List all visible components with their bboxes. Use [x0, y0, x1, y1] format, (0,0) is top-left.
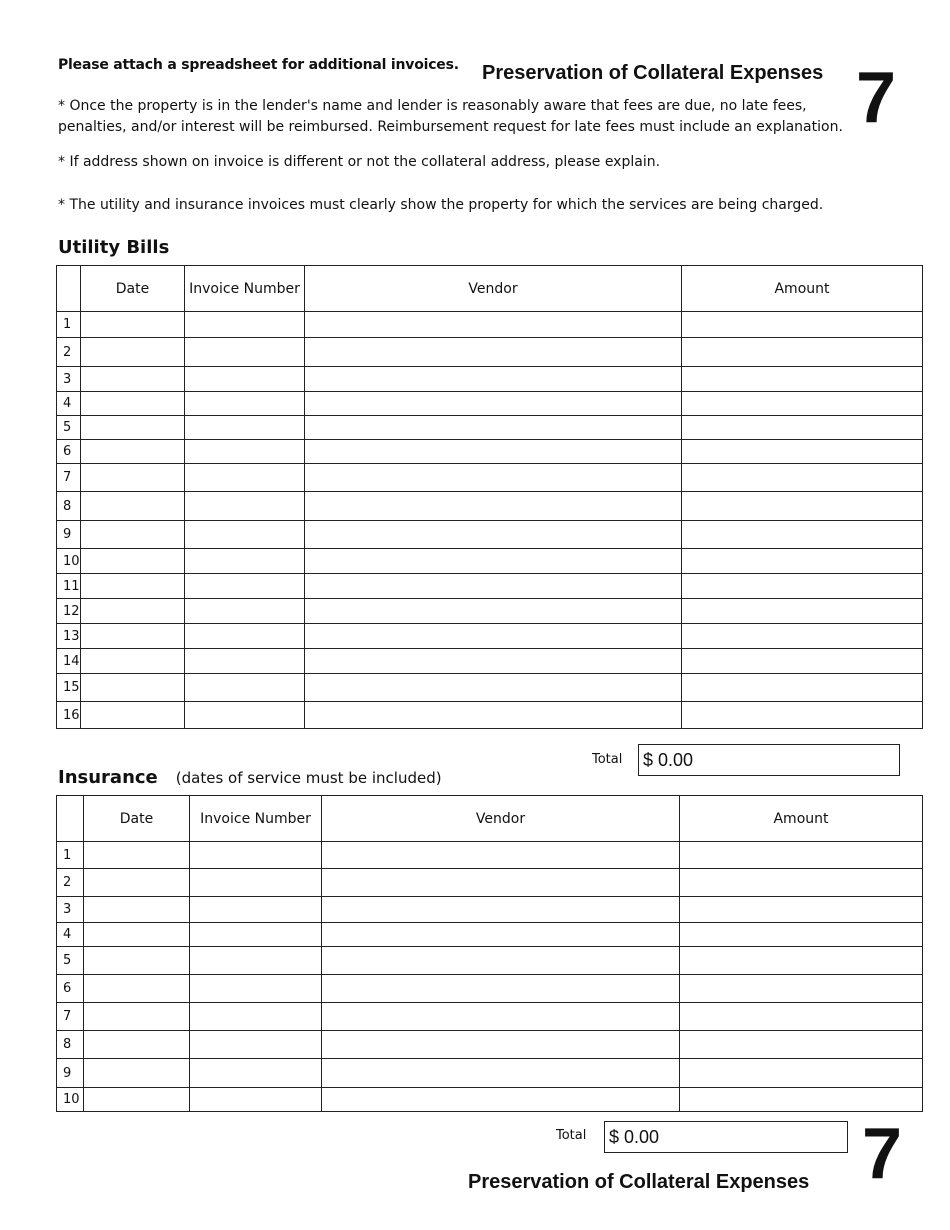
- table-header-row: [57, 796, 923, 842]
- invoice-number-cell[interactable]: [185, 492, 305, 521]
- date-cell[interactable]: [81, 599, 185, 624]
- invoice-number-cell[interactable]: [190, 1059, 322, 1088]
- table-row: [57, 947, 923, 975]
- insurance-subheading: (dates of service must be included): [175, 769, 442, 787]
- invoice-number-cell[interactable]: [185, 338, 305, 367]
- invoice-number-cell[interactable]: [185, 624, 305, 649]
- row-number: 5: [57, 947, 84, 975]
- amount-cell[interactable]: [682, 416, 923, 440]
- table-row: [57, 923, 923, 947]
- amount-cell[interactable]: [682, 338, 923, 367]
- vendor-cell[interactable]: [322, 842, 680, 869]
- insurance-total-field[interactable]: $ 0.00: [604, 1121, 848, 1153]
- row-number: 9: [57, 1059, 84, 1088]
- table-row: [57, 702, 923, 729]
- row-number: 2: [57, 338, 81, 367]
- invoice-number-cell[interactable]: [185, 674, 305, 702]
- invoice-number-cell[interactable]: [185, 599, 305, 624]
- table-row: [57, 1003, 923, 1031]
- invoice-number-cell[interactable]: [185, 549, 305, 574]
- invoice-number-cell[interactable]: [185, 521, 305, 549]
- date-cell[interactable]: [81, 549, 185, 574]
- amount-cell[interactable]: [680, 923, 923, 947]
- table-row: [57, 392, 923, 416]
- invoice-number-cell[interactable]: [185, 702, 305, 729]
- table-row: [57, 416, 923, 440]
- table-row: [57, 464, 923, 492]
- amount-column-header: Amount: [682, 266, 923, 312]
- amount-cell[interactable]: [682, 574, 923, 599]
- date-cell[interactable]: [81, 440, 185, 464]
- table-row: [57, 599, 923, 624]
- vendor-cell[interactable]: [322, 1059, 680, 1088]
- amount-cell[interactable]: [680, 1031, 923, 1059]
- table-row: [57, 312, 923, 338]
- table-row: [57, 574, 923, 599]
- section-number: 7: [856, 58, 897, 138]
- row-number-header: [57, 266, 81, 312]
- row-number: 9: [57, 521, 81, 549]
- row-number: 1: [57, 842, 84, 869]
- vendor-cell[interactable]: [322, 1003, 680, 1031]
- table-row: [57, 492, 923, 521]
- vendor-cell[interactable]: [322, 869, 680, 897]
- date-cell[interactable]: [81, 338, 185, 367]
- row-number: 7: [57, 464, 81, 492]
- vendor-cell[interactable]: [322, 1031, 680, 1059]
- row-number: 6: [57, 975, 84, 1003]
- table-row: [57, 1031, 923, 1059]
- utility-total-label: Total: [592, 752, 623, 767]
- vendor-column-header: Vendor: [322, 796, 680, 842]
- row-number: 11: [57, 574, 81, 599]
- invoice-number-cell[interactable]: [185, 574, 305, 599]
- attach-spreadsheet-note: Please attach a spreadsheet for additional invoices.: [58, 57, 459, 73]
- invoice-number-cell[interactable]: [185, 416, 305, 440]
- note-late-fees: * Once the property is in the lender's name and lender is reasonably aware that fees are due, no late fees, penalties, and/or interest will be reimbursed. Reimbursement request for late fees must include an explanation.: [58, 98, 843, 135]
- date-cell[interactable]: [84, 1059, 190, 1088]
- row-number: 10: [57, 549, 81, 574]
- table-row: [57, 521, 923, 549]
- amount-column-header: Amount: [680, 796, 923, 842]
- invoice-number-cell[interactable]: [190, 947, 322, 975]
- vendor-cell[interactable]: [305, 312, 682, 338]
- invoice-number-cell[interactable]: [185, 440, 305, 464]
- note-invoices: * The utility and insurance invoices must clearly show the property for which the services are being charged.: [58, 197, 824, 213]
- row-number: 4: [57, 392, 81, 416]
- vendor-cell[interactable]: [322, 1088, 680, 1112]
- row-number: 3: [57, 367, 81, 392]
- invoice-number-cell[interactable]: [185, 464, 305, 492]
- utility-bills-heading: Utility Bills: [58, 237, 170, 258]
- date-cell[interactable]: [81, 416, 185, 440]
- row-number: 13: [57, 624, 81, 649]
- vendor-cell[interactable]: [305, 674, 682, 702]
- amount-cell[interactable]: [680, 897, 923, 923]
- vendor-cell[interactable]: [305, 702, 682, 729]
- amount-cell[interactable]: [682, 624, 923, 649]
- date-cell[interactable]: [81, 624, 185, 649]
- date-cell[interactable]: [84, 923, 190, 947]
- page-title: Preservation of Collateral Expenses: [482, 62, 824, 84]
- amount-cell[interactable]: [680, 947, 923, 975]
- row-number: 15: [57, 674, 81, 702]
- date-cell[interactable]: [81, 674, 185, 702]
- invoice-number-cell[interactable]: [185, 392, 305, 416]
- amount-cell[interactable]: [682, 492, 923, 521]
- row-number: 5: [57, 416, 81, 440]
- insurance-heading: [58, 767, 442, 788]
- vendor-cell[interactable]: [322, 923, 680, 947]
- invoice-number-column-header: Invoice Number: [190, 796, 322, 842]
- date-cell[interactable]: [81, 574, 185, 599]
- table-row: [57, 1059, 923, 1088]
- vendor-cell[interactable]: [305, 521, 682, 549]
- table-row: [57, 674, 923, 702]
- invoice-number-cell[interactable]: [185, 649, 305, 674]
- invoice-number-cell[interactable]: [190, 869, 322, 897]
- row-number: 6: [57, 440, 81, 464]
- table-row: [57, 338, 923, 367]
- row-number: 7: [57, 1003, 84, 1031]
- table-row: [57, 549, 923, 574]
- utility-total-field[interactable]: $ 0.00: [638, 744, 900, 776]
- amount-cell[interactable]: [682, 649, 923, 674]
- date-cell[interactable]: [84, 1031, 190, 1059]
- invoice-number-cell[interactable]: [190, 897, 322, 923]
- invoice-number-cell[interactable]: [190, 975, 322, 1003]
- vendor-cell[interactable]: [322, 975, 680, 1003]
- amount-cell[interactable]: [682, 464, 923, 492]
- vendor-cell[interactable]: [305, 338, 682, 367]
- row-number: 3: [57, 897, 84, 923]
- table-row: [57, 649, 923, 674]
- row-number: 12: [57, 599, 81, 624]
- invoice-number-cell[interactable]: [190, 1088, 322, 1112]
- amount-cell[interactable]: [680, 842, 923, 869]
- amount-cell[interactable]: [682, 367, 923, 392]
- invoice-number-cell[interactable]: [190, 923, 322, 947]
- amount-cell[interactable]: [682, 392, 923, 416]
- date-cell[interactable]: [84, 947, 190, 975]
- table-row: [57, 367, 923, 392]
- table-row: [57, 1088, 923, 1112]
- row-number: 2: [57, 869, 84, 897]
- date-cell[interactable]: [81, 702, 185, 729]
- row-number: 1: [57, 312, 81, 338]
- vendor-cell[interactable]: [305, 367, 682, 392]
- table-row: [57, 975, 923, 1003]
- table-row: [57, 842, 923, 869]
- date-cell[interactable]: [81, 367, 185, 392]
- amount-cell[interactable]: [680, 975, 923, 1003]
- vendor-cell[interactable]: [322, 947, 680, 975]
- vendor-cell[interactable]: [305, 574, 682, 599]
- utility-bills-table: [56, 265, 923, 729]
- table-header-row: [57, 266, 923, 312]
- amount-cell[interactable]: [682, 674, 923, 702]
- amount-cell[interactable]: [680, 1059, 923, 1088]
- invoice-number-cell[interactable]: [185, 312, 305, 338]
- date-cell[interactable]: [84, 897, 190, 923]
- vendor-cell[interactable]: [305, 624, 682, 649]
- invoice-number-cell[interactable]: [190, 1003, 322, 1031]
- row-number: 16: [57, 702, 81, 729]
- insurance-table: [56, 795, 923, 1112]
- invoice-number-cell[interactable]: [190, 1031, 322, 1059]
- vendor-cell[interactable]: [305, 392, 682, 416]
- amount-cell[interactable]: [682, 702, 923, 729]
- date-column-header: Date: [84, 796, 190, 842]
- amount-cell[interactable]: [682, 599, 923, 624]
- date-cell[interactable]: [81, 464, 185, 492]
- date-cell[interactable]: [84, 1088, 190, 1112]
- vendor-cell[interactable]: [305, 464, 682, 492]
- table-row: [57, 624, 923, 649]
- date-cell[interactable]: [81, 521, 185, 549]
- vendor-cell[interactable]: [305, 440, 682, 464]
- footer-section-number: 7: [862, 1114, 903, 1194]
- invoice-number-column-header: Invoice Number: [185, 266, 305, 312]
- vendor-cell[interactable]: [305, 549, 682, 574]
- date-cell[interactable]: [81, 492, 185, 521]
- row-number: 8: [57, 492, 81, 521]
- row-number: 10: [57, 1088, 84, 1112]
- date-cell[interactable]: [84, 842, 190, 869]
- date-cell[interactable]: [84, 975, 190, 1003]
- amount-cell[interactable]: [682, 312, 923, 338]
- date-cell[interactable]: [81, 392, 185, 416]
- amount-cell[interactable]: [682, 521, 923, 549]
- footer-title: Preservation of Collateral Expenses: [468, 1171, 810, 1193]
- invoice-number-cell[interactable]: [185, 367, 305, 392]
- amount-cell[interactable]: [682, 549, 923, 574]
- amount-cell[interactable]: [680, 869, 923, 897]
- table-row: [57, 897, 923, 923]
- insurance-heading-text: Insurance: [58, 767, 158, 788]
- date-cell[interactable]: [84, 869, 190, 897]
- vendor-cell[interactable]: [305, 416, 682, 440]
- invoice-number-cell[interactable]: [190, 842, 322, 869]
- row-number: 14: [57, 649, 81, 674]
- amount-cell[interactable]: [680, 1003, 923, 1031]
- amount-cell[interactable]: [682, 440, 923, 464]
- note-address: * If address shown on invoice is different or not the collateral address, please explain.: [58, 154, 661, 170]
- table-row: [57, 869, 923, 897]
- date-cell[interactable]: [81, 312, 185, 338]
- date-cell[interactable]: [81, 649, 185, 674]
- row-number: 4: [57, 923, 84, 947]
- row-number: 8: [57, 1031, 84, 1059]
- row-number-header: [57, 796, 84, 842]
- date-column-header: Date: [81, 266, 185, 312]
- vendor-cell[interactable]: [305, 492, 682, 521]
- amount-cell[interactable]: [680, 1088, 923, 1112]
- vendor-cell[interactable]: [322, 897, 680, 923]
- vendor-cell[interactable]: [305, 649, 682, 674]
- table-row: [57, 440, 923, 464]
- insurance-total-label: Total: [556, 1128, 587, 1143]
- vendor-column-header: Vendor: [305, 266, 682, 312]
- date-cell[interactable]: [84, 1003, 190, 1031]
- vendor-cell[interactable]: [305, 599, 682, 624]
